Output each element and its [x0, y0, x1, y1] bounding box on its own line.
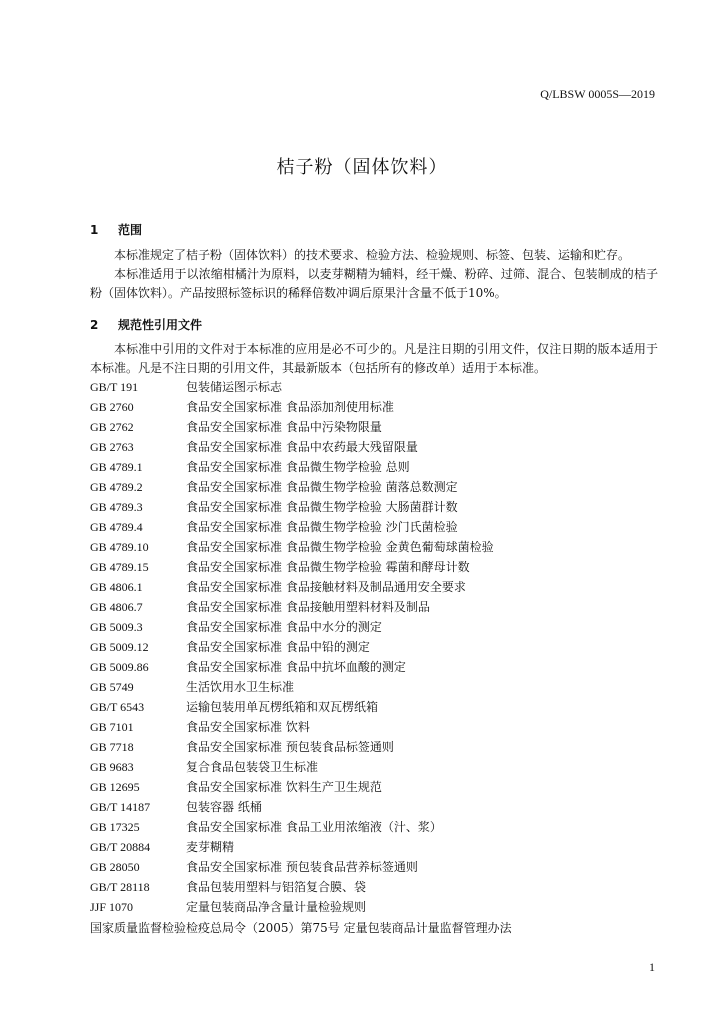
reference-item [90, 677, 494, 697]
reference-code: GB 4789.4 [90, 520, 143, 534]
reference-title: 食品安全国家标准 食品微生物学检验 菌落总数测定 [186, 480, 458, 494]
reference-title: 食品安全国家标准 食品微生物学检验 金黄色葡萄球菌检验 [186, 540, 494, 554]
reference-code: GB/T 191 [90, 380, 139, 394]
reference-title: 食品安全国家标准 饮料生产卫生规范 [186, 780, 382, 794]
reference-item [90, 477, 494, 497]
reference-title: 食品安全国家标准 食品中农药最大残留限量 [186, 440, 418, 454]
reference-item [90, 517, 494, 537]
page-number: 1 [649, 960, 655, 974]
reference-item [90, 377, 494, 397]
section-number: 2 [90, 318, 99, 332]
scope-paragraph-1: 本标准规定了桔子粉（固体饮料）的技术要求、检验方法、检验规则、标签、包装、运输和贮存。 [114, 248, 631, 262]
reference-code: GB 4789.3 [90, 500, 143, 514]
reference-title: 食品安全国家标准 食品添加剂使用标准 [186, 400, 394, 414]
reference-code: GB 4789.2 [90, 480, 143, 494]
reference-item [90, 757, 494, 777]
reference-title: 食品安全国家标准 饮料 [186, 720, 310, 734]
reference-title: 食品安全国家标准 预包装食品标签通则 [186, 740, 394, 754]
reference-item [90, 657, 494, 677]
reference-title: 包装储运图示标志 [186, 380, 283, 394]
reference-code: GB 4806.7 [90, 600, 143, 614]
section-1-heading [90, 221, 142, 238]
reference-item [90, 877, 494, 897]
section-title: 范围 [118, 223, 143, 237]
reference-item [90, 837, 494, 857]
reference-item [90, 897, 494, 917]
reference-item [90, 697, 494, 717]
reference-decree: 国家质量监督检验检疫总局令（2005）第75号 定量包装商品计量监督管理办法 [90, 921, 512, 935]
section-number: 1 [90, 223, 99, 237]
reference-item [90, 777, 494, 797]
reference-code: GB 7718 [90, 740, 134, 754]
reference-code: GB 5009.12 [90, 640, 149, 654]
reference-code: GB 9683 [90, 760, 134, 774]
reference-code: GB 2762 [90, 420, 134, 434]
reference-code: GB 2763 [90, 440, 134, 454]
reference-code: GB 4806.1 [90, 580, 143, 594]
reference-title: 食品包装用塑料与铝箔复合膜、袋 [186, 880, 367, 894]
reference-item [90, 637, 494, 657]
reference-item [90, 857, 494, 877]
reference-title: 食品安全国家标准 食品中抗坏血酸的测定 [186, 660, 406, 674]
reference-code: GB 4789.10 [90, 540, 149, 554]
reference-list [90, 377, 494, 917]
reference-code: GB/T 6543 [90, 700, 145, 714]
reference-title: 食品安全国家标准 食品微生物学检验 总则 [186, 460, 410, 474]
reference-code: GB 28050 [90, 860, 140, 874]
reference-item [90, 717, 494, 737]
reference-item [90, 537, 494, 557]
reference-code: GB 4789.1 [90, 460, 143, 474]
reference-item [90, 437, 494, 457]
reference-code: GB 7101 [90, 720, 134, 734]
reference-code: GB/T 14187 [90, 800, 151, 814]
reference-code: GB 5749 [90, 680, 134, 694]
reference-title: 食品安全国家标准 食品微生物学检验 霉菌和酵母计数 [186, 560, 470, 574]
reference-code: GB/T 28118 [90, 880, 150, 894]
reference-item [90, 557, 494, 577]
document-code: Q/LBSW 0005S—2019 [540, 87, 655, 101]
reference-code: GB 5009.86 [90, 660, 149, 674]
reference-code: GB/T 20884 [90, 840, 151, 854]
reference-code: GB 4789.15 [90, 560, 149, 574]
reference-title: 生活饮用水卫生标准 [186, 680, 295, 694]
reference-item [90, 417, 494, 437]
scope-paragraph-2: 本标准适用于以浓缩柑橘汁为原料，以麦芽糊精为辅料，经干燥、粉碎、过筛、混合、包装制成的桔子粉（固体饮料）。产品按照标签标识的稀释倍数冲调后原果汁含量不低于10%。 [90, 267, 658, 300]
reference-item [90, 597, 494, 617]
reference-title: 食品安全国家标准 食品中铅的测定 [186, 640, 370, 654]
reference-code: JJF 1070 [90, 900, 134, 914]
reference-title: 食品安全国家标准 食品微生物学检验 大肠菌群计数 [186, 500, 458, 514]
reference-item [90, 497, 494, 517]
references-intro: 本标准中引用的文件对于本标准的应用是必不可少的。凡是注日期的引用文件，仅注日期的版本适用于本标准。凡是不注日期的引用文件，其最新版本（包括所有的修改单）适用于本标准。 [90, 342, 658, 375]
reference-title: 食品安全国家标准 食品中污染物限量 [186, 420, 382, 434]
document-title: 桔子粉（固体饮料） [276, 157, 448, 178]
reference-title: 食品安全国家标准 食品接触材料及制品通用安全要求 [186, 580, 466, 594]
reference-code: GB 2760 [90, 400, 134, 414]
reference-item [90, 397, 494, 417]
reference-title: 定量包装商品净含量计量检验规则 [186, 900, 367, 914]
section-2-heading [90, 316, 202, 333]
reference-code: GB 12695 [90, 780, 140, 794]
reference-title: 包装容器 纸桶 [186, 800, 262, 814]
reference-item [90, 817, 494, 837]
reference-title: 食品安全国家标准 食品微生物学检验 沙门氏菌检验 [186, 520, 458, 534]
reference-title: 运输包装用单瓦楞纸箱和双瓦楞纸箱 [186, 700, 379, 714]
reference-item [90, 797, 494, 817]
section-title: 规范性引用文件 [118, 318, 203, 332]
reference-title: 食品安全国家标准 食品中水分的测定 [186, 620, 382, 634]
reference-title: 麦芽糊精 [186, 840, 235, 854]
reference-title: 食品安全国家标准 食品工业用浓缩液（汁、浆） [186, 820, 442, 834]
reference-code: GB 17325 [90, 820, 140, 834]
reference-item [90, 577, 494, 597]
reference-title: 食品安全国家标准 食品接触用塑料材料及制品 [186, 600, 430, 614]
reference-title: 复合食品包装袋卫生标准 [186, 760, 319, 774]
reference-item [90, 737, 494, 757]
reference-item [90, 617, 494, 637]
reference-title: 食品安全国家标准 预包装食品营养标签通则 [186, 860, 418, 874]
reference-code: GB 5009.3 [90, 620, 143, 634]
reference-item [90, 457, 494, 477]
